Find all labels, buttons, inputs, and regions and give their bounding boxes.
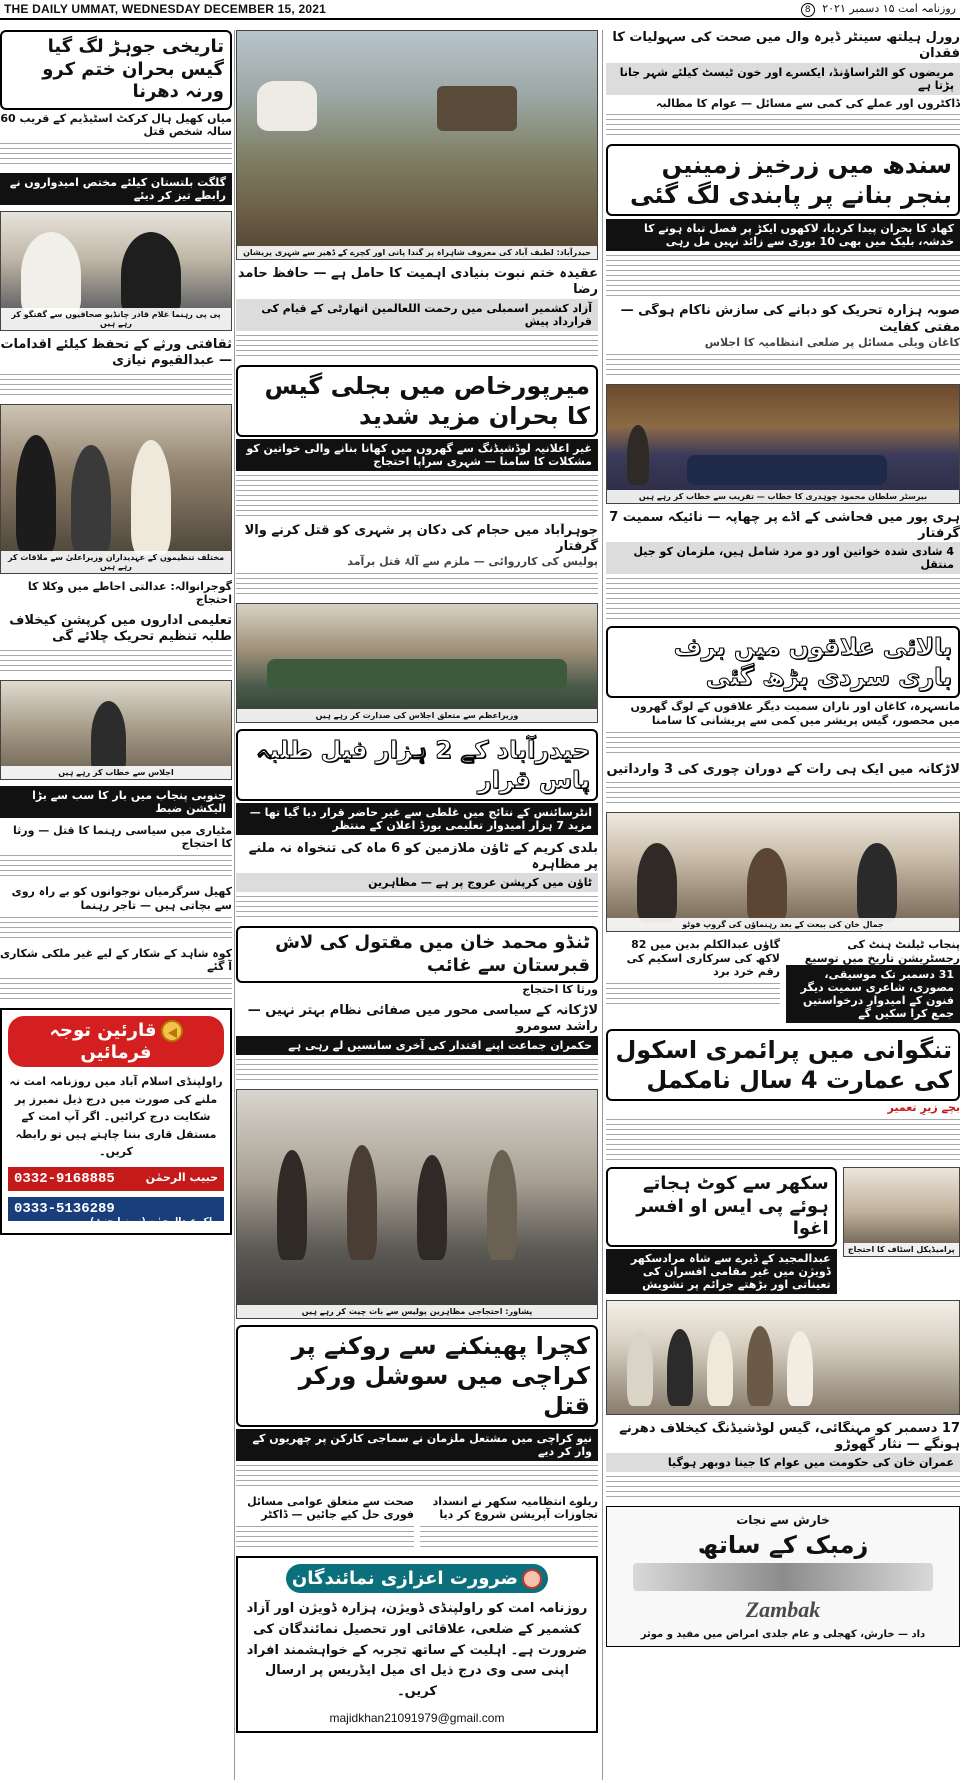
person-figure [71,445,111,555]
zambak-ad [606,1506,960,1647]
mirpurkhas-headline: میرپورخاص میں بجلی گیس کا بحران مزید شدید [236,365,598,437]
sindh-wheat-subline: کھاد کا بحران پیدا کردیا، لاکھوں ایکڑ پر فصل تباہ ہونے کا خدشہ، بلیک میں بھی 10 بوری سے زائد نہیں مل رہی [606,219,960,251]
person-figure [417,1155,447,1260]
jacobabad-headline: جوہرآباد میں حجام کی دکان پر شہری کو قتل کرنے والا گرفتار [244,522,598,554]
crowd-photo [236,1089,598,1319]
group-photo [606,1300,960,1415]
body-text-lines [236,1522,414,1550]
zaroorat-title [286,1564,548,1593]
body-text-lines [420,1522,598,1550]
haripur-subline: 4 شادی شدہ خواتین اور دو مرد شامل ہیں، ملزمان کو جیل منتقل [606,542,960,574]
phone-2-value[interactable]: 0333-5136289 [14,1200,115,1217]
railway-row [236,1495,598,1551]
conference-table [267,659,567,689]
cow-figure [257,81,317,131]
body-text-lines [236,892,598,920]
larkana-subline: حکمران جماعت اپنے اقتدار کی آخری سانسیں لے رہی ہے [236,1036,598,1055]
ointment-tube-icon [633,1563,933,1591]
meeting2-caption: مختلف تنظیموں کے عہدیداران وزیراعلیٰ سے ملاقات کر رہے ہیں [1,551,231,573]
zambak-bottom: داد — خارش، کھجلی و عام جلدی امراض میں مفید و موثر [640,1629,926,1640]
body-text-lines [236,1461,598,1489]
balai-headline: بالائی علاقوں میں برف باری سردی بڑھ گئی [606,626,960,698]
zambak-brand: Zambak [745,1597,821,1622]
gas-protest-subline: میاں کھیل ہال کرکٹ اسٹیڈیم کے قریب 60 سالہ شخص قتل [0,111,232,139]
aqeeda-story [236,266,598,359]
sports-headline: کھیل سرگرمیاں نوجوانوں کو بے راہ روی سے بچاتی ہیں — تاجر رہنما [11,885,232,912]
column-rule [602,30,603,1780]
newspaper-page [0,22,960,1787]
office-caption: اجلاس سے خطاب کر رہے ہیں [1,766,231,779]
zaroorat-ad [236,1556,598,1733]
larkana-robbery-headline: لاڑکانہ میں ایک ہی رات کے دوران چوری کی 3 وارداتیں [606,761,960,777]
larkana-headline: لاڑکانہ کے سیاسی محور میں صفائی نظام بہتر نہیں — راشد سومرو [247,1003,598,1035]
body-text-lines [606,728,960,756]
person-figure [487,1150,517,1260]
body-text-lines [236,471,598,517]
taluka-headline: بلدی کریم کے ٹاؤن ملازمین کو 6 ماہ کی تنخواہ نہ ملنے پر مظاہرہ [248,840,598,872]
person-figure [627,1331,653,1406]
person-figure [347,1145,377,1260]
sukkur-headline: سکھر سے کوٹ ہجاتے ہوئے پی ایس او افسر اغوا [606,1167,837,1247]
dec17-subline: عمران خان کی حکومت میں عوام کا جینا دوبھر ہوگیا [606,1453,960,1472]
hyderabad-students-subline: انٹرسائنس کے نتائج میں غلطی سے غیر حاضر قرار دیا گیا تھا — مزید 7 ہزار امیدوار تعلیمی بورڈ اعلان کے منتظر [236,803,598,835]
zaroorat-email[interactable]: majidkhan21091979@gmail.com [329,1710,505,1725]
sindh-wheat-story [606,144,960,297]
body-text-lines [236,569,598,597]
street-photo [236,30,598,260]
body-text-lines [606,778,960,806]
gorgaon-headline: گاؤں عبدالکلم بدین میں 82 لاکھ کی سرکاری اسکیم کی رقم خرد برد [626,937,780,979]
body-text-lines [0,913,232,941]
haripur-headline: ہری پور میں فحاشی کے اڈے پر چھاپہ — نائیکہ سمیت 7 گرفتار [609,509,960,541]
khan-kokra-story [0,947,232,1003]
khan-kokra-headline: کوہ شاہد کے شکار کے لیے غیر ملکی شکاری آ گئے [0,946,232,974]
speaker-figure [627,425,649,485]
body-text-lines [606,251,960,297]
body-text-lines [236,331,598,359]
rain-card-caption: پرامیڈیکل اسٹاف کا احتجاج [844,1243,959,1256]
hall-caption: بیرسٹر سلطان محمود چوہدری کا خطاب — تقریب سے خطاب کر رہے ہیں [607,490,959,503]
punjab-talent-story [786,938,960,1024]
tando-story [236,926,598,997]
masthead-right-date: روزنامہ امت ۱۵ دسمبر ۲۰۲۱ [822,1,956,15]
person-icon [522,1569,542,1589]
person-figure [667,1329,693,1406]
mirpurkhas-subline: غیر اعلانیہ لوڈشیڈنگ سے گھروں میں کھانا بنانے والی خواتین کو مشکلات کا سامنا — شہری سراپا احتجاج [236,439,598,471]
body-text-lines [0,370,232,398]
hazara-headline: صوبہ ہزارہ تحریک کو دبانے کی سازش ناکام ہوگی — مفتی کفایت [620,303,960,335]
person-figure [21,232,81,317]
rural-health-subline2: ڈاکٹروں اور عملے کی کمی سے مسائل — عوام کا مطالبہ [656,96,960,110]
sehat-story [236,1495,414,1551]
kachra-subline: نیو کراچی میں مشتعل ملزمان نے سماجی کارکن پر چھریوں کے وار کر دیے [236,1429,598,1461]
corruption-headline: تعلیمی اداروں میں کرپشن کیخلاف طلبہ تنظیم تحریک چلائے گی [9,613,232,645]
punjab-talent-subline: 31 دسمبر تک موسیقی، مصوری، شاعری سمیت دیگر فنون کے امیدوار درخواستیں جمع کرا سکیں گے [786,965,960,1023]
cart-figure [437,86,517,131]
elders-photo [606,812,960,932]
person-figure [16,435,56,555]
portraits-caption: پی پی رہنما غلام قادر چانڈیو صحافیوں سے گفتگو کر رہے ہیں [1,308,231,330]
person-figure [747,848,787,923]
jacobabad-subline: پولیس کی کارروائی — ملزم سے آلۂ قتل برآمد [347,555,598,568]
gorgaon-story [606,938,780,1024]
dec17-story [606,1421,960,1501]
page-number: 8 [804,4,811,15]
street-caption: حیدرآباد: لطیف آباد کی معروف شاہراہ پر گندا پانی اور کچرے کے ڈھیر سے شہری پریشان [237,246,597,259]
column-right [606,30,960,1653]
tanglini-story [606,1029,960,1161]
office-photo [0,680,232,780]
body-text-lines [606,110,960,138]
tando-headline: ٹنڈو محمد خان میں مقتول کی لاش قبرستان سے غائب [236,926,598,983]
tando-subline: ورثا کا احتجاج [522,983,598,997]
masthead [0,0,960,20]
hall-photo [606,384,960,504]
rural-health-headline: رورل ہیلتھ سینٹر ڈیرہ وال میں صحت کی سہولیات کا فقدان [612,30,960,62]
masthead-left: THE DAILY UMMAT, WEDNESDAY DECEMBER 15, 2021 [4,2,326,16]
gas-protest-story [0,30,232,167]
stack-caption: گوجرانوالہ: عدالتی احاطے میں وکلا کا احتجاج [27,579,232,607]
column-left [0,30,232,1241]
phone-number-2[interactable] [8,1197,224,1227]
dec17-headline: 17 دسمبر کو مہنگائی، گیس لوڈشیڈنگ کیخلاف دھرنے ہونگے — نثار گھوڑو [619,1420,960,1452]
hazara-subline: کاغان ویلی مسائل پر ضلعی انتظامیہ کا اجلاس [704,335,960,349]
page-number-badge [801,3,815,17]
aqeeda-headline: عقیدہ ختم نبوت بنیادی اہمیت کا حامل ہے — حافظ حامد رضا [237,266,598,298]
sukkur-row [606,1167,960,1294]
qareen-text: راولپنڈی اسلام آباد میں روزنامہ امت نہ ملنے کی صورت میں درج ذیل نمبرز پر شکایت درج کرائیں۔ اگر آپ امت کے مستقل قاری بننا چاہتے ہیں تو رابطہ کریں۔ [9,1075,223,1159]
person-figure [131,440,171,555]
phone-number-1[interactable] [8,1167,224,1191]
crowd-caption: پشاور: احتجاجی مظاہرین پولیس سے بات چیت کر رہے ہیں [237,1305,597,1318]
megaphone-icon [161,1020,183,1042]
kachra-headline: کچرا پھینکنے سے روکنے پر کراچی میں سوشل ورکر قتل [236,1325,598,1427]
mirpurkhas-story [236,365,598,517]
body-text-lines [606,574,960,620]
body-text-lines [606,350,960,378]
person-figure [857,843,897,923]
larkana-robbery-story [606,762,960,806]
corruption-story [0,613,232,674]
column-rule [234,30,235,1780]
railway-headline: ریلوے انتظامیہ سکھر نے انسداد تجاوزات آپریشن شروع کر دیا [432,1494,598,1522]
matiari-headline: مٹیاری میں سیاسی رہنما کا قتل — ورثا کا احتجاج [13,823,232,851]
masthead-right [801,2,956,17]
sehat-headline: صحت سے متعلق عوامی مسائل فوری حل کیے جائیں — ڈاکٹر [247,1494,414,1522]
rain-card-photo [843,1167,960,1257]
gilgit-bar: گلگت بلتستان کیلئے مختص امیدواروں نے رابطے تیز کر دیئے [0,173,232,205]
person-figure [787,1331,813,1406]
matiari-story [0,824,232,880]
sukkur-story [606,1167,837,1294]
sukkur-subline: عبدالمجید کے ڈیرے سے شاہ مرادسکھر ڈویژن میں غیر مقامی افسران کی تعیناتی اور بڑھتے جرائم پر تشویش [606,1249,837,1294]
railway-story [420,1495,598,1551]
zambak-top: خارش سے نجات [736,1513,830,1527]
tanglini-tag: بچے زیرِ تعمیر [887,1101,960,1115]
person-figure [707,1331,733,1406]
zambak-big: زمبک کے ساتھ [697,1531,869,1559]
balai-story [606,626,960,756]
qareen-ad [0,1008,232,1235]
qareen-title [8,1016,224,1067]
qareen-title-text: قارئین توجہ فرمائیں [49,1020,157,1063]
person-figure [121,232,181,317]
audience-figure [687,455,887,485]
sindh-wheat-headline: سندھ میں زرخیز زمینیں بنجر بنانے پر پابندی لگ گئی [606,144,960,216]
taluka-subline: ٹاؤن میں کرپشن عروج پر ہے — مظاہرین [236,873,598,892]
aqeeda-subline: آزاد کشمیر اسمبلی میں رحمت اللعالمین اتھارٹی کے قیام کی قرارداد پیش [236,299,598,331]
phone-1-value[interactable]: 0332-9168885 [14,1170,115,1187]
talent-row [606,938,960,1024]
jacobabad-story [236,523,598,597]
meeting2-photo [0,404,232,574]
column-middle [236,30,598,1739]
zaroorat-text: روزنامہ امت کو راولپنڈی ڈویژن، ہزارہ ڈویژن اور آزاد کشمیر کے ضلعی، علاقائی اور تحصیل نمائندگان کی ضرورت ہے۔ اہلیت کے ساتھ تجربہ کے خواہشمند افراد اپنی سی وی درج ذیل ای میل ایڈریس پر ارسال کریں۔ [246,1601,588,1700]
person-figure [277,1150,307,1260]
kachra-story [236,1325,598,1489]
meeting-caption: وزیراعظم سے متعلق اجلاس کی صدارت کر رہے ہیں [237,709,597,722]
balai-subline: مانسہرہ، کاغان اور ناران سمیت دیگر علاقوں کے لوگ گھروں میں محصور، گیس پریشر میں کمی سے پریشانی کا سامنا [630,700,960,727]
phone-2-name: ملک عبدالرحمٰن (نیوز ایجنٹ) [90,1216,218,1227]
zaroorat-title-text: ضرورت اعزازی نمائندگان [291,1568,519,1589]
taluka-story [236,841,598,921]
elders-caption: جمال خان کی بیعت کے بعد رہنماؤں کی گروپ فوٹو [607,918,959,931]
body-text-lines [606,979,780,1007]
rural-health-subline: مریضوں کو الٹراساؤنڈ، ایکسرے اور خون ٹیسٹ کیلئے شہر جانا پڑتا ہے [606,63,960,95]
tanglini-headline: تنگوانی میں پرائمری اسکول کی عمارت 4 سال نامکمل [606,1029,960,1101]
body-text-lines [0,646,232,674]
hazara-story [606,303,960,377]
body-text-lines [606,1472,960,1500]
hyderabad-students-headline: حیدرآباد کے 2 ہزار فیل طلبہ پاس قرار [236,729,598,801]
meeting-photo [236,603,598,723]
hyderabad-students-story [236,729,598,835]
punjab-talent-headline: پنجاب ٹیلنٹ ہنٹ کی رجسٹریشن تاریخ میں توسیع [804,937,960,965]
bar-tag: جنوبی پنجاب میں بار کا سب سے بڑا الیکشن ضبط [0,786,232,818]
body-text-lines [236,1055,598,1083]
person-figure [637,843,677,923]
niazi-story [0,337,232,398]
person-figure [747,1326,773,1406]
rural-health-story [606,30,960,138]
larkana-story [236,1003,598,1083]
body-text-lines [0,851,232,879]
haripur-story [606,510,960,621]
portraits-photo [0,211,232,331]
niazi-headline: ثقافتی ورثے کے تحفظ کیلئے اقدامات — عبدالقیوم نیازی [0,337,232,369]
phone-1-name: حبیب الرحمٰن [145,1170,218,1184]
gas-protest-headline: تاریخی جوہڑ لگ گیا گیس بحران ختم کرو ورنہ دھرنا [0,30,232,110]
sports-story [0,885,232,941]
body-text-lines [606,1115,960,1161]
body-text-lines [0,974,232,1002]
body-text-lines [0,139,232,167]
person-figure [91,701,126,776]
stack-story [0,580,232,608]
